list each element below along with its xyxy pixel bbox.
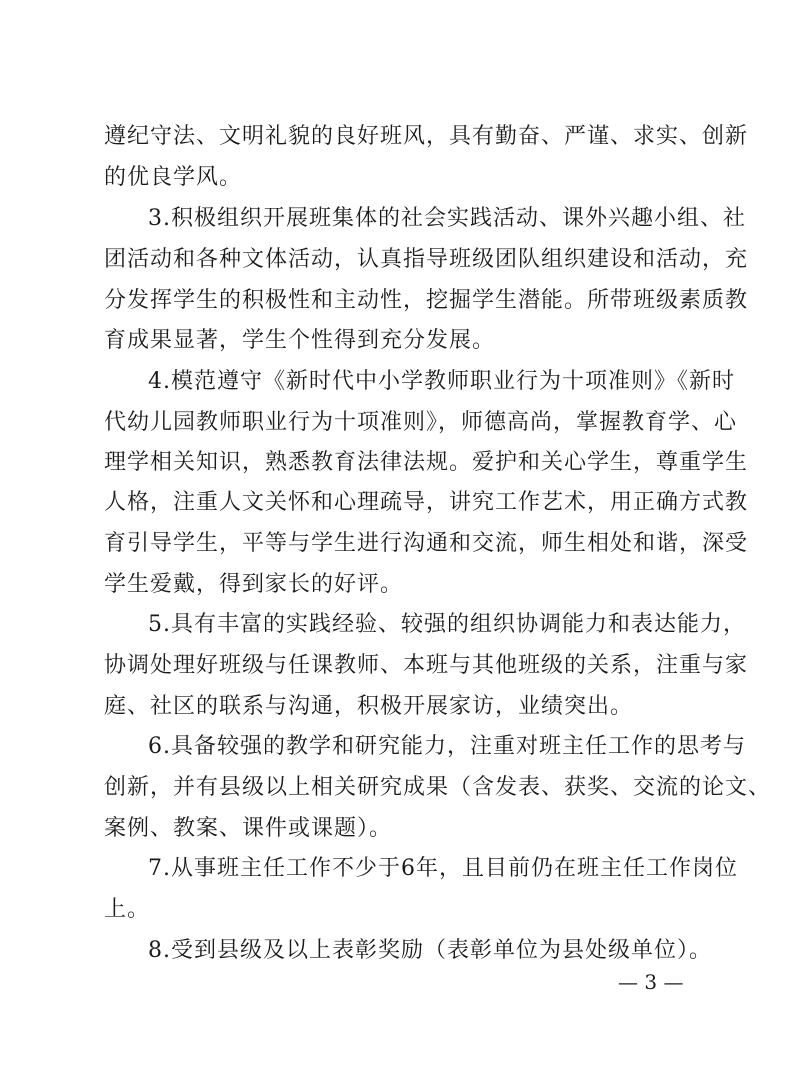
paragraph-line: 3.积极组织开展班集体的社会实践活动、课外兴趣小组、社	[148, 205, 746, 231]
paragraph-line: 人格，注重人文关怀和心理疏导，讲究工作艺术，用正确方式教	[104, 490, 749, 516]
paragraph-line: 6.具备较强的教学和研究能力，注重对班主任工作的思考与	[148, 734, 746, 760]
paragraph-line: 上。	[104, 896, 151, 922]
paragraph-line: 协调处理好班级与任课教师、本班与其他班级的关系，注重与家	[104, 653, 749, 679]
paragraph-line: 4.模范遵守《新时代中小学教师职业行为十项准则》《新时	[148, 368, 735, 394]
paragraph-line: 代幼儿园教师职业行为十项准则》，师德高尚，掌握教育学、心	[104, 409, 738, 435]
paragraph-line: 庭、社区的联系与沟通，积极开展家访，业绩突出。	[104, 694, 634, 720]
paragraph-line: 学生爱戴，得到家长的好评。	[104, 572, 404, 598]
page-number: — 3 —	[618, 970, 684, 994]
paragraph-line: 理学相关知识，熟悉教育法律法规。爱护和关心学生，尊重学生	[104, 449, 749, 475]
paragraph-line: 创新，并有县级以上相关研究成果（含发表、获奖、交流的论文、	[104, 775, 772, 800]
paragraph-line: 分发挥学生的积极性和主动性，挖掘学生潜能。所带班级素质教	[104, 287, 749, 313]
paragraph-line: 育成果显著，学生个性得到充分发展。	[104, 327, 496, 353]
paragraph-line: 7.从事班主任工作不少于6年，且目前仍在班主任工作岗位	[148, 855, 738, 881]
paragraph-line: 8.受到县级及以上表彰奖励（表彰单位为县处级单位）。	[148, 937, 712, 963]
paragraph-line: 育引导学生，平等与学生进行沟通和交流，师生相处和谐，深受	[104, 531, 749, 557]
paragraph-line: 5.具有丰富的实践经验、较强的组织协调能力和表达能力，	[148, 612, 746, 638]
paragraph-line: 的优良学风。	[104, 164, 243, 190]
paragraph-line: 遵纪守法、文明礼貌的良好班风，具有勤奋、严谨、求实、创新	[104, 124, 749, 149]
paragraph-line: 团活动和各种文体活动，认真指导班级团队组织建设和活动，充	[104, 246, 749, 272]
paragraph-line: 案例、教案、课件或课题）。	[104, 815, 393, 841]
